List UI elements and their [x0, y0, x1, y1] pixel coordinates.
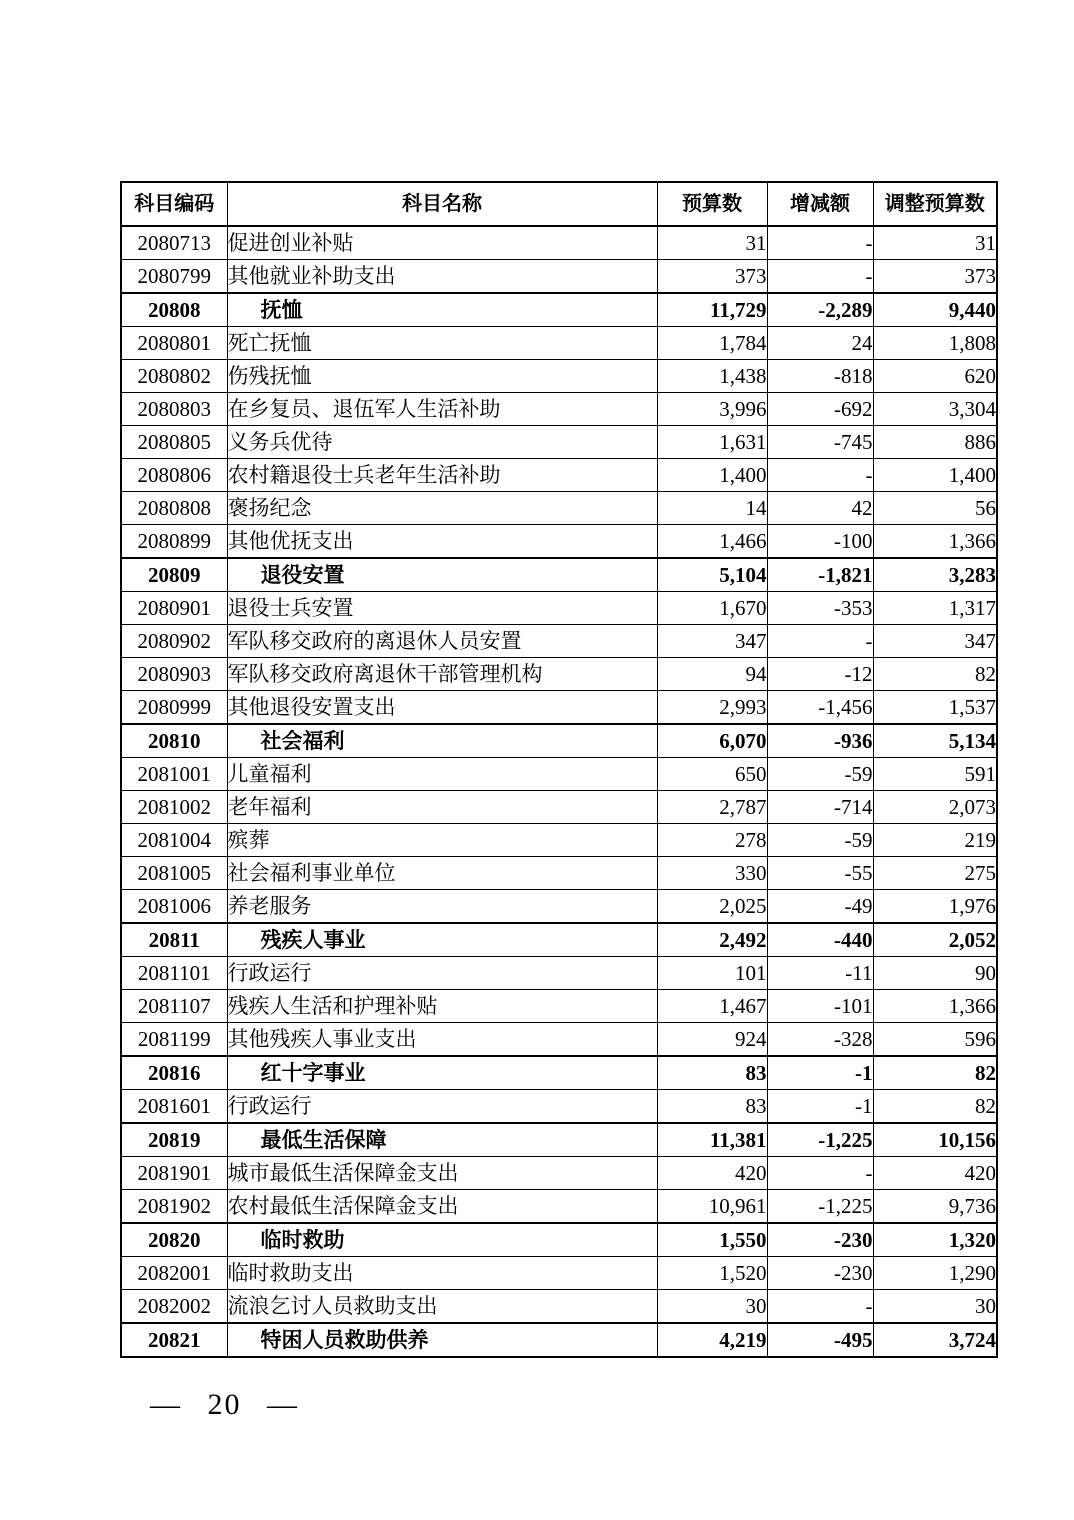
- cell-budget: 83: [657, 1090, 767, 1124]
- cell-name: 其他就业补助支出: [227, 260, 657, 294]
- cell-code: 20811: [121, 923, 227, 957]
- detail-row: [121, 691, 997, 725]
- cell-adjusted: 2,073: [873, 791, 997, 824]
- cell-name: 养老服务: [227, 890, 657, 924]
- detail-row: [121, 327, 997, 360]
- cell-change: -: [767, 459, 873, 492]
- column-header-budget: 预算数: [657, 182, 767, 226]
- cell-name: 军队移交政府的离退休人员安置: [227, 625, 657, 658]
- cell-name: 死亡抚恤: [227, 327, 657, 360]
- cell-change: -692: [767, 393, 873, 426]
- detail-row: [121, 791, 997, 824]
- cell-change: -745: [767, 426, 873, 459]
- cell-adjusted: 90: [873, 957, 997, 990]
- cell-change: -1,821: [767, 558, 873, 592]
- column-header-adjusted-budget: 调整预算数: [873, 182, 997, 226]
- cell-budget: 330: [657, 857, 767, 890]
- cell-name: 老年福利: [227, 791, 657, 824]
- detail-row: [121, 1090, 997, 1124]
- cell-change: -11: [767, 957, 873, 990]
- cell-code: 2080799: [121, 260, 227, 294]
- cell-code: 2080903: [121, 658, 227, 691]
- cell-budget: 1,467: [657, 990, 767, 1023]
- cell-name: 伤残抚恤: [227, 360, 657, 393]
- cell-adjusted: 3,724: [873, 1323, 997, 1357]
- cell-adjusted: 1,537: [873, 691, 997, 725]
- cell-adjusted: 1,976: [873, 890, 997, 924]
- cell-code: 20809: [121, 558, 227, 592]
- cell-code: 20821: [121, 1323, 227, 1357]
- cell-code: 2081006: [121, 890, 227, 924]
- cell-adjusted: 30: [873, 1290, 997, 1324]
- cell-change: -495: [767, 1323, 873, 1357]
- cell-code: 2080808: [121, 492, 227, 525]
- cell-budget: 1,784: [657, 327, 767, 360]
- cell-code: 20816: [121, 1056, 227, 1090]
- cell-name: 残疾人生活和护理补贴: [227, 990, 657, 1023]
- cell-name: 其他残疾人事业支出: [227, 1023, 657, 1057]
- detail-row: [121, 1257, 997, 1290]
- cell-adjusted: 3,283: [873, 558, 997, 592]
- cell-adjusted: 3,304: [873, 393, 997, 426]
- cell-code: 20819: [121, 1123, 227, 1157]
- cell-adjusted: 596: [873, 1023, 997, 1057]
- cell-change: -1,225: [767, 1190, 873, 1224]
- cell-name: 残疾人事业: [227, 923, 657, 957]
- cell-name: 褒扬纪念: [227, 492, 657, 525]
- cell-adjusted: 219: [873, 824, 997, 857]
- cell-adjusted: 56: [873, 492, 997, 525]
- cell-change: -353: [767, 592, 873, 625]
- budget-adjustment-table: [120, 181, 998, 1358]
- cell-change: -: [767, 625, 873, 658]
- cell-name: 社会福利事业单位: [227, 857, 657, 890]
- cell-code: 2080802: [121, 360, 227, 393]
- cell-budget: 1,400: [657, 459, 767, 492]
- cell-budget: 31: [657, 226, 767, 260]
- cell-change: -100: [767, 525, 873, 559]
- cell-budget: 2,025: [657, 890, 767, 924]
- section-summary-row: [121, 1223, 997, 1257]
- cell-change: -59: [767, 824, 873, 857]
- column-header-change: 增减额: [767, 182, 873, 226]
- cell-adjusted: 886: [873, 426, 997, 459]
- cell-code: 2080805: [121, 426, 227, 459]
- detail-row: [121, 625, 997, 658]
- cell-code: 2081101: [121, 957, 227, 990]
- cell-code: 2080899: [121, 525, 227, 559]
- cell-budget: 278: [657, 824, 767, 857]
- cell-code: 2080806: [121, 459, 227, 492]
- detail-row: [121, 990, 997, 1023]
- cell-code: 20808: [121, 293, 227, 327]
- detail-row: [121, 758, 997, 791]
- cell-name: 促进创业补贴: [227, 226, 657, 260]
- column-header-subject-name: 科目名称: [227, 182, 657, 226]
- cell-change: 42: [767, 492, 873, 525]
- cell-change: -1: [767, 1056, 873, 1090]
- detail-row: [121, 459, 997, 492]
- cell-adjusted: 31: [873, 226, 997, 260]
- cell-budget: 101: [657, 957, 767, 990]
- cell-budget: 83: [657, 1056, 767, 1090]
- cell-code: 2080902: [121, 625, 227, 658]
- cell-name: 殡葬: [227, 824, 657, 857]
- cell-name: 农村最低生活保障金支出: [227, 1190, 657, 1224]
- cell-change: -: [767, 260, 873, 294]
- cell-change: -: [767, 226, 873, 260]
- cell-budget: 347: [657, 625, 767, 658]
- detail-row: [121, 226, 997, 260]
- cell-code: 2082002: [121, 1290, 227, 1324]
- cell-adjusted: 10,156: [873, 1123, 997, 1157]
- cell-change: -230: [767, 1223, 873, 1257]
- cell-adjusted: 1,317: [873, 592, 997, 625]
- cell-name: 临时救助支出: [227, 1257, 657, 1290]
- cell-budget: 11,729: [657, 293, 767, 327]
- cell-budget: 2,787: [657, 791, 767, 824]
- cell-budget: 2,993: [657, 691, 767, 725]
- cell-change: -714: [767, 791, 873, 824]
- detail-row: [121, 1190, 997, 1224]
- cell-name: 特困人员救助供养: [227, 1323, 657, 1357]
- cell-budget: 11,381: [657, 1123, 767, 1157]
- cell-change: -440: [767, 923, 873, 957]
- cell-change: -2,289: [767, 293, 873, 327]
- cell-code: 2080901: [121, 592, 227, 625]
- cell-budget: 1,631: [657, 426, 767, 459]
- cell-adjusted: 82: [873, 1056, 997, 1090]
- cell-name: 儿童福利: [227, 758, 657, 791]
- cell-adjusted: 373: [873, 260, 997, 294]
- cell-change: -59: [767, 758, 873, 791]
- cell-code: 2081005: [121, 857, 227, 890]
- page-number: — 20 —: [150, 1388, 299, 1421]
- cell-adjusted: 2,052: [873, 923, 997, 957]
- cell-adjusted: 420: [873, 1157, 997, 1190]
- cell-code: 20820: [121, 1223, 227, 1257]
- cell-code: 2081107: [121, 990, 227, 1023]
- cell-change: -101: [767, 990, 873, 1023]
- detail-row: [121, 260, 997, 294]
- cell-adjusted: 1,366: [873, 525, 997, 559]
- cell-code: 20810: [121, 724, 227, 758]
- cell-change: -1: [767, 1090, 873, 1124]
- cell-name: 其他退役安置支出: [227, 691, 657, 725]
- cell-name: 临时救助: [227, 1223, 657, 1257]
- cell-name: 义务兵优待: [227, 426, 657, 459]
- section-summary-row: [121, 724, 997, 758]
- cell-adjusted: 82: [873, 1090, 997, 1124]
- cell-change: -49: [767, 890, 873, 924]
- cell-adjusted: 347: [873, 625, 997, 658]
- cell-adjusted: 1,290: [873, 1257, 997, 1290]
- cell-adjusted: 82: [873, 658, 997, 691]
- detail-row: [121, 492, 997, 525]
- cell-code: 2081001: [121, 758, 227, 791]
- table-header-row: [121, 182, 997, 226]
- cell-budget: 6,070: [657, 724, 767, 758]
- cell-change: -55: [767, 857, 873, 890]
- cell-name: 行政运行: [227, 1090, 657, 1124]
- cell-budget: 5,104: [657, 558, 767, 592]
- cell-budget: 3,996: [657, 393, 767, 426]
- cell-change: -12: [767, 658, 873, 691]
- cell-adjusted: 275: [873, 857, 997, 890]
- cell-change: 24: [767, 327, 873, 360]
- detail-row: [121, 592, 997, 625]
- cell-budget: 650: [657, 758, 767, 791]
- cell-change: -1,225: [767, 1123, 873, 1157]
- cell-budget: 420: [657, 1157, 767, 1190]
- cell-name: 军队移交政府离退休干部管理机构: [227, 658, 657, 691]
- cell-name: 其他优抚支出: [227, 525, 657, 559]
- cell-adjusted: 9,736: [873, 1190, 997, 1224]
- cell-budget: 1,550: [657, 1223, 767, 1257]
- detail-row: [121, 857, 997, 890]
- cell-budget: 94: [657, 658, 767, 691]
- cell-adjusted: 1,366: [873, 990, 997, 1023]
- section-summary-row: [121, 923, 997, 957]
- cell-budget: 30: [657, 1290, 767, 1324]
- detail-row: [121, 426, 997, 459]
- cell-name: 农村籍退役士兵老年生活补助: [227, 459, 657, 492]
- cell-budget: 4,219: [657, 1323, 767, 1357]
- cell-code: 2081901: [121, 1157, 227, 1190]
- cell-budget: 10,961: [657, 1190, 767, 1224]
- cell-code: 2081902: [121, 1190, 227, 1224]
- cell-name: 红十字事业: [227, 1056, 657, 1090]
- cell-code: 2081601: [121, 1090, 227, 1124]
- detail-row: [121, 824, 997, 857]
- cell-adjusted: 591: [873, 758, 997, 791]
- cell-name: 行政运行: [227, 957, 657, 990]
- column-header-subject-code: 科目编码: [121, 182, 227, 226]
- cell-change: -230: [767, 1257, 873, 1290]
- cell-adjusted: 1,320: [873, 1223, 997, 1257]
- cell-name: 最低生活保障: [227, 1123, 657, 1157]
- cell-adjusted: 1,808: [873, 327, 997, 360]
- cell-code: 2082001: [121, 1257, 227, 1290]
- detail-row: [121, 658, 997, 691]
- section-summary-row: [121, 1123, 997, 1157]
- cell-change: -: [767, 1157, 873, 1190]
- section-summary-row: [121, 1056, 997, 1090]
- section-summary-row: [121, 1323, 997, 1357]
- cell-budget: 924: [657, 1023, 767, 1057]
- detail-row: [121, 360, 997, 393]
- cell-budget: 1,520: [657, 1257, 767, 1290]
- cell-budget: 1,438: [657, 360, 767, 393]
- cell-name: 在乡复员、退伍军人生活补助: [227, 393, 657, 426]
- detail-row: [121, 890, 997, 924]
- cell-change: -936: [767, 724, 873, 758]
- cell-budget: 2,492: [657, 923, 767, 957]
- cell-budget: 1,466: [657, 525, 767, 559]
- cell-adjusted: 5,134: [873, 724, 997, 758]
- cell-change: -: [767, 1290, 873, 1324]
- detail-row: [121, 1157, 997, 1190]
- cell-budget: 373: [657, 260, 767, 294]
- detail-row: [121, 957, 997, 990]
- cell-name: 社会福利: [227, 724, 657, 758]
- cell-budget: 1,670: [657, 592, 767, 625]
- detail-row: [121, 1290, 997, 1324]
- cell-code: 2080713: [121, 226, 227, 260]
- cell-name: 退役安置: [227, 558, 657, 592]
- cell-code: 2080999: [121, 691, 227, 725]
- cell-code: 2081004: [121, 824, 227, 857]
- section-summary-row: [121, 558, 997, 592]
- detail-row: [121, 1023, 997, 1057]
- cell-name: 抚恤: [227, 293, 657, 327]
- cell-name: 退役士兵安置: [227, 592, 657, 625]
- cell-change: -1,456: [767, 691, 873, 725]
- cell-name: 流浪乞讨人员救助支出: [227, 1290, 657, 1324]
- cell-code: 2081002: [121, 791, 227, 824]
- cell-adjusted: 9,440: [873, 293, 997, 327]
- cell-change: -818: [767, 360, 873, 393]
- cell-code: 2080803: [121, 393, 227, 426]
- cell-name: 城市最低生活保障金支出: [227, 1157, 657, 1190]
- cell-change: -328: [767, 1023, 873, 1057]
- cell-adjusted: 1,400: [873, 459, 997, 492]
- detail-row: [121, 525, 997, 559]
- section-summary-row: [121, 293, 997, 327]
- cell-adjusted: 620: [873, 360, 997, 393]
- cell-budget: 14: [657, 492, 767, 525]
- cell-code: 2080801: [121, 327, 227, 360]
- cell-code: 2081199: [121, 1023, 227, 1057]
- detail-row: [121, 393, 997, 426]
